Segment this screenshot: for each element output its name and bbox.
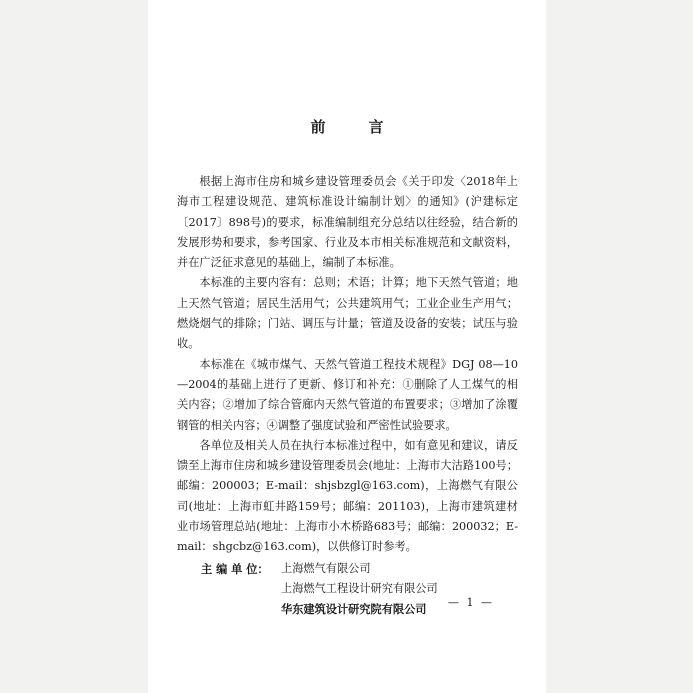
editor-units [177,559,518,620]
paragraph-basis: 根据上海市住房和城乡建设管理委员会《关于印发〈2018年上海市工程建设规范、建筑标准设计编制计划〉的通知》(沪建标定〔2017〕898号)的要求，标准编制组充分总结以往经验，结合新的发展形势和要求，参考国家、行业及本市相关标准规范和文献资料，并在广泛征求意见的基础上，编制了本标准。 [177,175,518,270]
editor-org-2: 上海燃气工程设计研究有限公司 [281,581,438,595]
paragraph-feedback: 各单位及相关人员在执行本标准过程中，如有意见和建议，请反馈至上海市住房和城乡建设管理委员会(地址：上海市大沽路100号；邮编：200003；E-mail：shjsbzgl@163.com)，上海燃气有限公司(地址：上海市虹井路159号；邮编：201103)，上海市建筑建材业市场管理总站(地址：上海市小木桥路683号；邮编：200032；E-mail：shgcbz@163.com)，以供修订时参考。 [177,438,518,554]
editor-row [177,559,518,620]
document-page [148,0,546,693]
document-body [177,172,518,620]
editor-org-list [281,559,438,620]
page-title: 前 言 [310,118,398,136]
paragraph-revisions: 本标准在《城市煤气、天然气管道工程技术规程》DGJ 08—10—2004的基础上进行了更新、修订和补充：①删除了人工煤气的相关内容；②增加了综合管廊内天然气管道的布置要求；③增加了涂覆钢管的相关内容；④调整了强度试验和严密性试验要求。 [177,357,518,432]
editor-org-1: 上海燃气有限公司 [281,561,371,575]
editor-org-3: 华东建筑设计研究院有限公司 [281,602,427,617]
paragraph-contents: 本标准的主要内容有：总则；术语；计算；地下天然气管道；地上天然气管道；居民生活用气；公共建筑用气；工业企业生产用气；燃烧烟气的排除；门站、调压与计量；管道及设备的安装；试压与验收。 [177,276,518,351]
editor-label: 主 编 单 位： [201,561,269,576]
page-number: — 1 — [448,596,494,609]
